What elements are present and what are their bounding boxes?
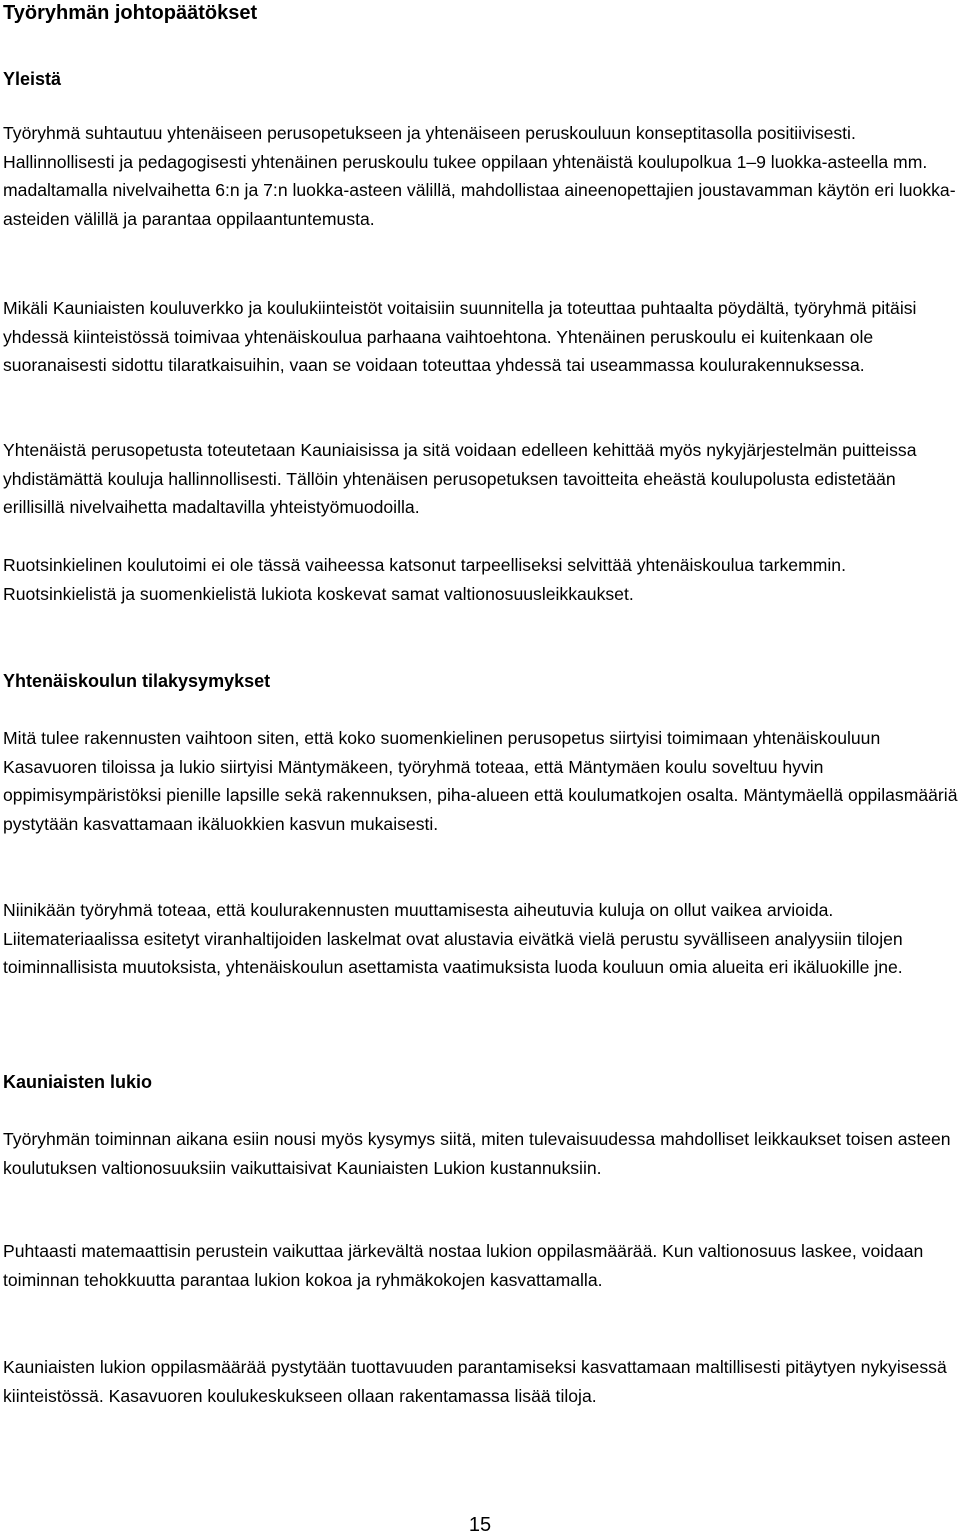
section-heading-yleista: Yleistä [3,69,62,89]
paragraph: Mitä tulee rakennusten vaihtoon siten, että koko suomenkielinen perusopetus siirtyisi toimimaan yhtenäiskouluun Kasavuoren tiloissa ja lukio siirtyisi Mäntymäkeen, työryhmä toteaa, että Mäntymäen koulu soveltuu hyvin oppimisympäristöksi pienille lapsille sekä rakennuksen, piha-alueen että koulumatkojen osalta. Mäntymäellä oppilasmääriä pystytään kasvattamaan ikäluokkien kasvun mukaisesti. [3,728,958,835]
section-heading-lukio: Kauniaisten lukio [3,1072,153,1092]
paragraph: Niinikään työryhmä toteaa, että koulurakennusten muuttamisesta aiheutuvia kuluja on ollut vaikea arvioida. Liitemateriaalissa esitetyt viranhaltijoiden laskelmat ovat alustavia eivätkä vielä perustu syvälliseen analyysiin tilojen toiminnallisista muutoksista, yhtenäiskoulun asettamista vaatimuksista luoda kouluun omia alueita eri ikäluokille jne. [3,900,903,978]
paragraph: Yhtenäistä perusopetusta toteutetaan Kauniaisissa ja sitä voidaan edelleen kehittää myös nykyjärjestelmän puitteissa yhdistämättä kouluja hallinnollisesti. Tällöin yhtenäisen perusopetuksen tavoitteita eheästä koulupolusta edistetään erillisillä nivelvaihetta madaltavilla yhteistyömuodoilla. [3,440,917,518]
section-heading-tilakysymykset: Yhtenäiskoulun tilakysymykset [3,671,271,691]
paragraph: Puhtaasti matemaattisin perustein vaikuttaa järkevältä nostaa lukion oppilasmäärää. Kun valtionosuus laskee, voidaan toiminnan tehokkuutta parantaa lukion kokoa ja ryhmäkokojen kasvattamalla. [3,1241,924,1290]
paragraph: Työryhmän toiminnan aikana esiin nousi myös kysymys siitä, miten tulevaisuudessa mahdolliset leikkaukset toisen asteen koulutuksen valtionosuuksiin vaikuttaisivat Kauniaisten Lukion kustannuksiin. [3,1129,951,1178]
paragraph: Mikäli Kauniaisten kouluverkko ja koulukiinteistöt voitaisiin suunnitella ja toteuttaa puhtaalta pöydältä, työryhmä pitäisi yhdessä kiinteistössä toimivaa yhtenäiskoulua parhaana vaihtoehtona. Yhtenäinen peruskoulu ei kuitenkaan ole suoranaisesti sidottu tilaratkaisuihin, vaan se voidaan toteuttaa yhdessä tai useammassa koulurakennuksessa. [3,298,917,376]
paragraph: Ruotsinkielinen koulutoimi ei ole tässä vaiheessa katsonut tarpeelliseksi selvittää yhtenäiskoulua tarkemmin. Ruotsinkielistä ja suomenkielistä lukiota koskevat samat valtionosuusleikkaukset. [3,555,846,604]
page-number: 15 [468,1514,492,1536]
paragraph: Kauniaisten lukion oppilasmäärää pystytään tuottavuuden parantamiseksi kasvattamaan maltillisesti pitäytyen nykyisessä kiinteistössä. Kasavuoren koulukeskukseen ollaan rakentamassa lisää tiloja. [3,1357,947,1406]
document-title: Työryhmän johtopäätökset [3,2,258,24]
paragraph: Työryhmä suhtautuu yhtenäiseen perusopetukseen ja yhtenäiseen peruskouluun konseptitasolla positiivisesti. Hallinnollisesti ja pedagogisesti yhtenäinen peruskoulu tukee oppilaan yhtenäistä koulupolkua 1–9 luokka-asteella mm. madaltamalla nivelvaihetta 6:n ja 7:n luokka-asteen välillä, mahdollistaa aineenopettajien joustavamman käytön eri luokka-asteiden välillä ja parantaa oppilaantuntemusta. [3,123,956,230]
